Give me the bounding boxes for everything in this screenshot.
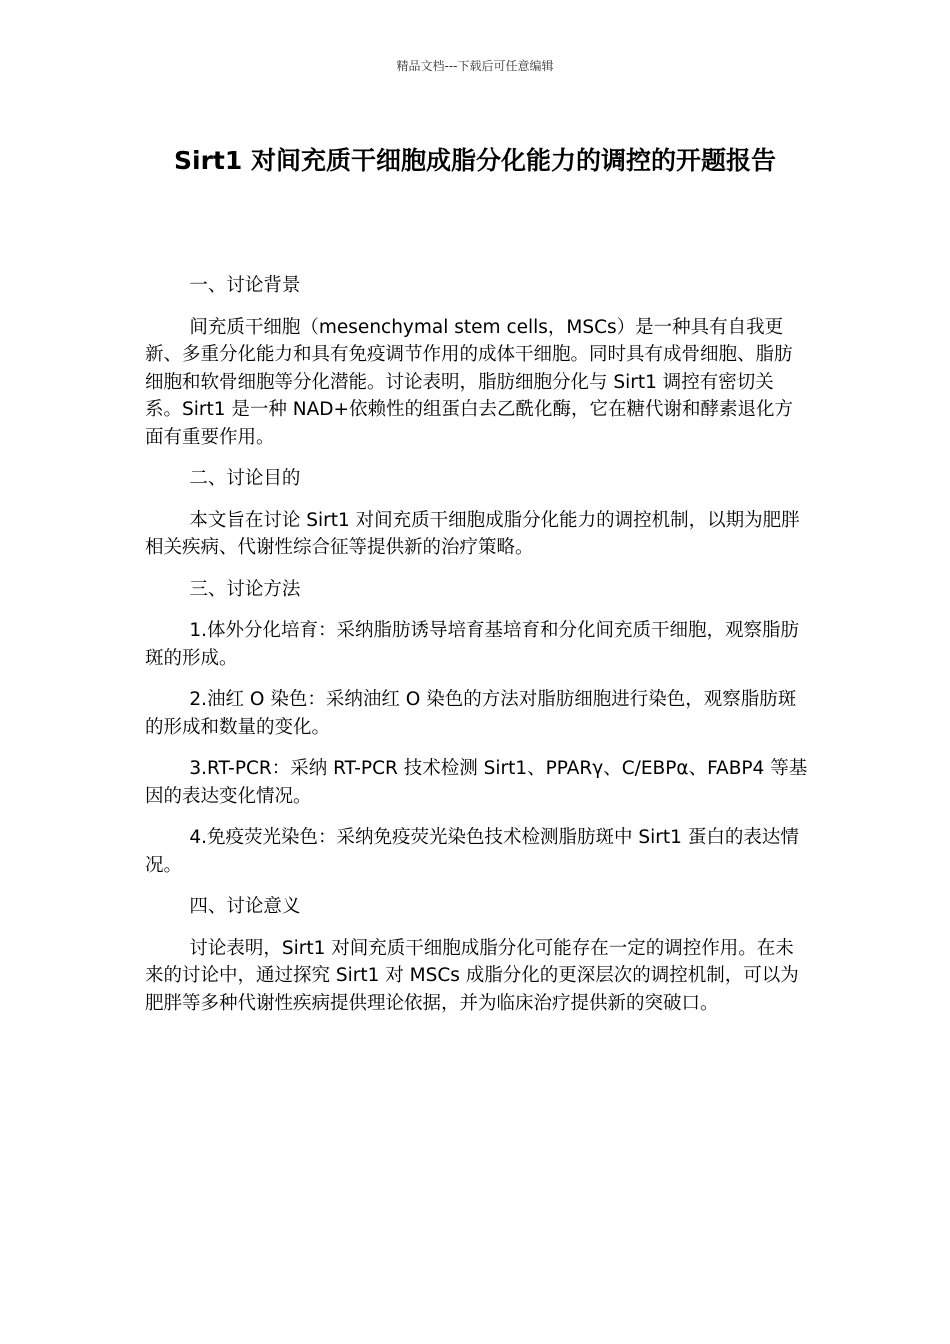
section-heading-significance: 四、讨论意义 [189,896,301,917]
significance-paragraph: 讨论表明，Sirt1 对间充质干细胞成脂分化可能存在一定的调控作用。在未来的讨论中，通过探究 Sirt1 对 MSCs 成脂分化的更深层次的调控机制，可以为肥胖等多种代谢性疾病提供理论依据，并为临床治疗提供新的突破口。 [145,937,799,1014]
method-item-1: 1.体外分化培育：采纳脂肪诱导培育基培育和分化间充质干细胞，观察脂肪斑的形成。 [145,620,800,669]
section-heading-purpose: 二、讨论目的 [189,468,301,489]
method-item-3: 3.RT-PCR：采纳 RT-PCR 技术检测 Sirt1、PPARγ、C/EBPα、FABP4 等基因的表达变化情况。 [145,758,808,807]
section-heading-background: 一、讨论背景 [189,275,301,296]
method-item-4: 4.免疫荧光染色：采纳免疫荧光染色技术检测脂肪斑中 Sirt1 蛋白的表达情况。 [145,827,799,876]
purpose-paragraph: 本文旨在讨论 Sirt1 对间充质干细胞成脂分化能力的调控机制，以期为肥胖相关疾病、代谢性综合征等提供新的治疗策略。 [145,509,800,558]
section-heading-methods: 三、讨论方法 [189,578,301,600]
background-paragraph: 间充质干细胞（mesenchymal stem cells，MSCs）是一种具有自我更新、多重分化能力和具有免疫调节作用的成体干细胞。同时具有成骨细胞、脂肪细胞和软骨细胞等分化潜能。讨论表明，脂肪细胞分化与 Sirt1 调控有密切关系。Sirt1 是一种 NAD+依赖性的组蛋白去乙酰化酶，它在糖代谢和酵素退化方面有重要作用。 [145,316,794,448]
document-title: Sirt1 对间充质干细胞成脂分化能力的调控的开题报告 [174,146,776,175]
method-item-2: 2.油红 O 染色：采纳油红 O 染色的方法对脂肪细胞进行染色，观察脂肪斑的形成和数量的变化。 [145,689,797,738]
document-body [145,272,810,1031]
header-note: 精品文档---下载后可任意编辑 [396,59,554,73]
